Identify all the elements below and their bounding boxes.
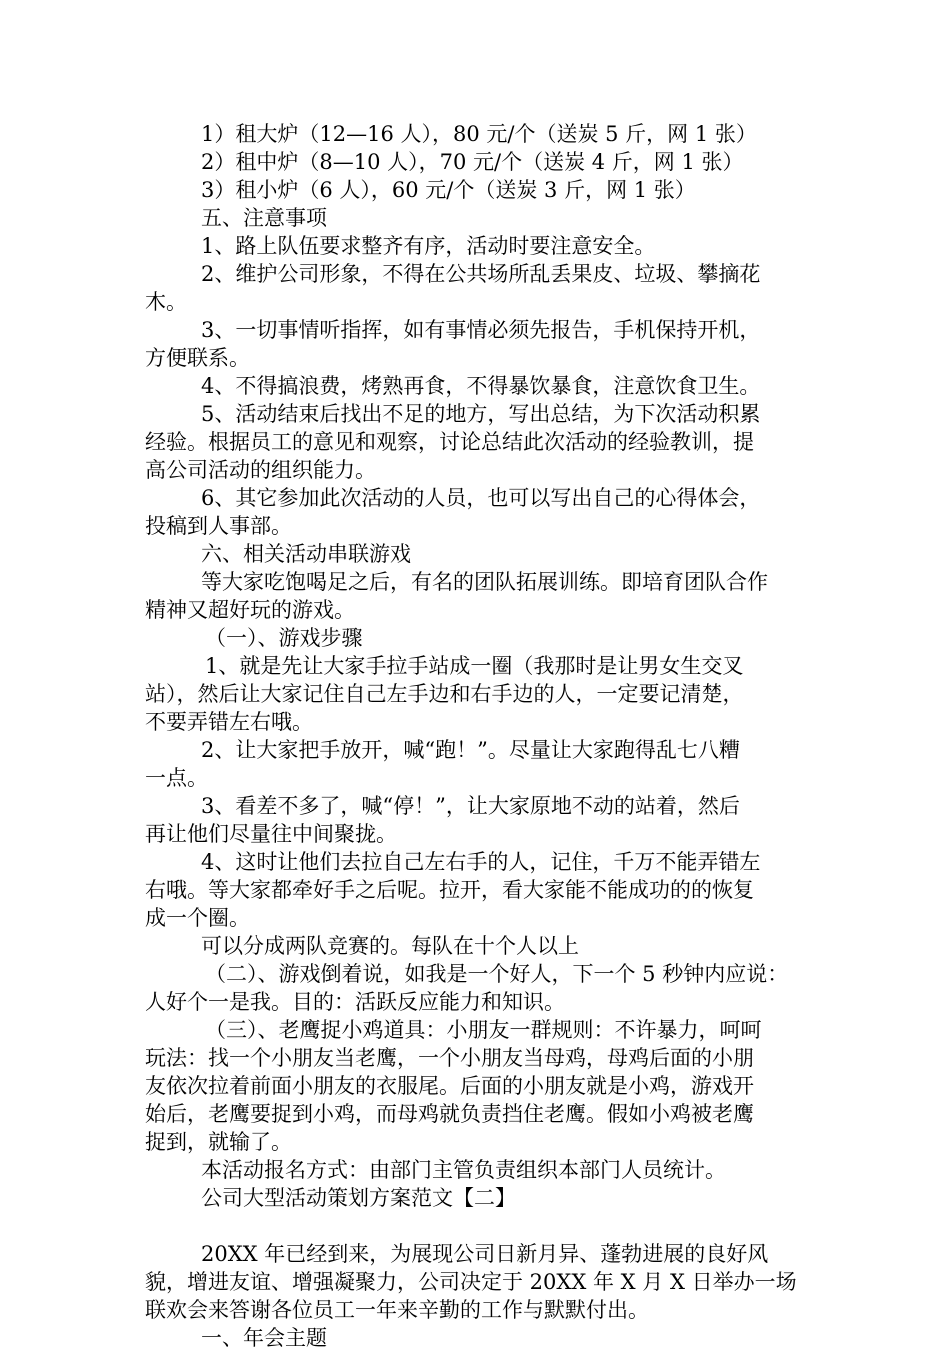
text-line: 高公司活动的组织能力。 — [145, 458, 376, 482]
text-line: 2）租中炉（8—10 人），70 元/个（送炭 4 斤，网 1 张） — [201, 150, 744, 174]
blank-line — [145, 1212, 815, 1240]
section-heading: 六、相关活动串联游戏 — [201, 542, 411, 566]
text-line: 1）租大炉（12—16 人），80 元/个（送炭 5 斤，网 1 张） — [201, 122, 757, 146]
document-body — [145, 120, 815, 1352]
text-line: 等大家吃饱喝足之后，有名的团队拓展训练。即培育团队合作 — [201, 570, 768, 594]
section-heading: 五、注意事项 — [201, 206, 327, 230]
section-heading: 一、年会主题 — [201, 1326, 327, 1350]
text-line: 联欢会来答谢各位员工一年来辛勤的工作与默默付出。 — [145, 1298, 649, 1322]
text-line: 貌，增进友谊、增强凝聚力，公司决定于 20XX 年 X 月 X 日举办一场 — [145, 1270, 797, 1294]
text-line: 6、其它参加此次活动的人员，也可以写出自己的心得体会， — [201, 486, 761, 510]
text-line: （三）、老鹰捉小鸡道具：小朋友一群规则：不许暴力，呵呵 — [205, 1018, 762, 1042]
text-line: 经验。根据员工的意见和观察，讨论总结此次活动的经验教训，提 — [145, 430, 754, 454]
text-line: 3、一切事情听指挥，如有事情必须先报告，手机保持开机， — [201, 318, 761, 342]
text-line: 4、这时让他们去拉自己左右手的人，记住，千万不能弄错左 — [201, 850, 761, 874]
text-line: 友依次拉着前面小朋友的衣服尾。后面的小朋友就是小鸡，游戏开 — [145, 1074, 754, 1098]
text-line: 可以分成两队竞赛的。每队在十个人以上 — [201, 934, 579, 958]
text-line: 一点。 — [145, 766, 208, 790]
text-line: 2、让大家把手放开，喊“跑！”。尽量让大家跑得乱七八糟 — [201, 738, 740, 762]
text-line: 方便联系。 — [145, 346, 250, 370]
text-line: 5、活动结束后找出不足的地方，写出总结，为下次活动积累 — [201, 402, 761, 426]
text-line: 再让他们尽量往中间聚拢。 — [145, 822, 397, 846]
text-line: 1、路上队伍要求整齐有序，活动时要注意安全。 — [201, 234, 656, 258]
text-line: （二）、游戏倒着说，如我是一个好人，下一个 5 秒钟内应说： — [205, 962, 789, 986]
text-line: 捉到，就输了。 — [145, 1130, 292, 1154]
subsection-heading: （一）、游戏步骤 — [205, 626, 363, 650]
text-line: 人好个一是我。目的：活跃反应能力和知识。 — [145, 990, 565, 1014]
text-line: 3）租小炉（6 人），60 元/个（送炭 3 斤，网 1 张） — [201, 178, 696, 202]
text-line: 20XX 年已经到来，为展现公司日新月异、蓬勃进展的良好风 — [201, 1242, 769, 1266]
text-line: 不要弄错左右哦。 — [145, 710, 313, 734]
text-line: 始后，老鹰要捉到小鸡，而母鸡就负责挡住老鹰。假如小鸡被老鹰 — [145, 1102, 754, 1126]
text-line: 右哦。等大家都牵好手之后呢。拉开，看大家能不能成功的的恢复 — [145, 878, 754, 902]
text-line: 精神又超好玩的游戏。 — [145, 598, 355, 622]
text-line: 投稿到人事部。 — [145, 514, 292, 538]
text-line: 4、不得搞浪费，烤熟再食，不得暴饮暴食，注意饮食卫生。 — [201, 374, 761, 398]
text-line: 1、就是先让大家手拉手站成一圈（我那时是让男女生交叉 — [205, 654, 744, 678]
text-line: 成一个圈。 — [145, 906, 250, 930]
document-heading: 公司大型活动策划方案范文【二】 — [201, 1186, 516, 1210]
text-line: 2、维护公司形象，不得在公共场所乱丢果皮、垃圾、攀摘花 — [201, 262, 761, 286]
text-line: 玩法：找一个小朋友当老鹰，一个小朋友当母鸡，母鸡后面的小朋 — [145, 1046, 754, 1070]
text-line: 木。 — [145, 290, 187, 314]
text-line: 3、看差不多了，喊“停！”，让大家原地不动的站着，然后 — [201, 794, 740, 818]
text-line: 站），然后让大家记住自己左手边和右手边的人，一定要记清楚， — [145, 682, 744, 706]
text-line: 本活动报名方式：由部门主管负责组织本部门人员统计。 — [201, 1158, 726, 1182]
